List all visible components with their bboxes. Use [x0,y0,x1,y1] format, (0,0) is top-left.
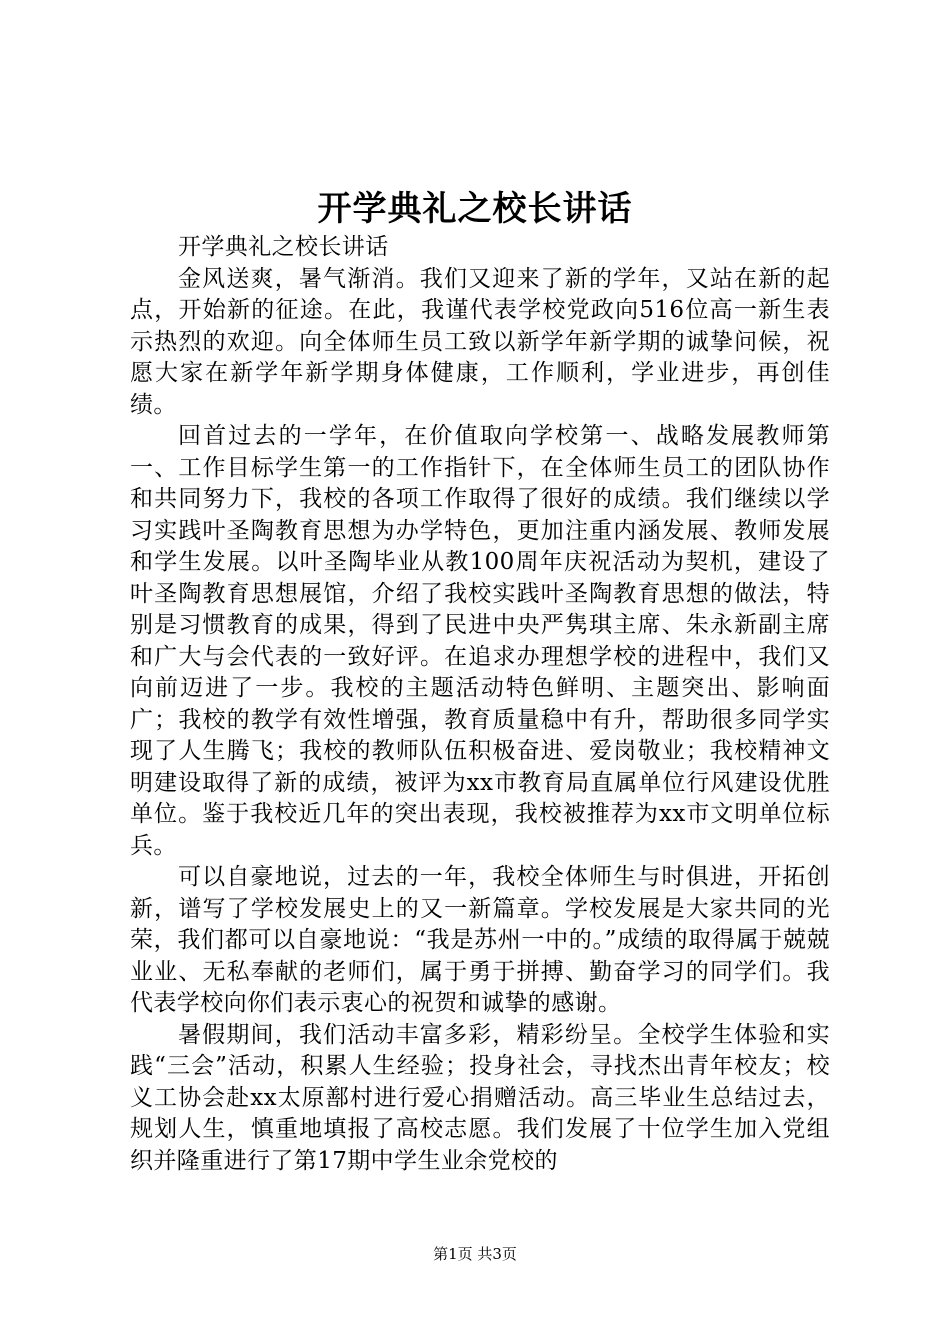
paragraph: 回首过去的一学年，在价值取向学校第一、战略发展教师第一、工作目标学生第一的工作指针下，在全体师生员工的团队协作和共同努力下，我校的各项工作取得了很好的成绩。我们继续以学习实践叶圣陶教育思想为办学特色，更加注重内涵发展、教师发展和学生发展。以叶圣陶毕业从教100周年庆祝活动为契机，建设了叶圣陶教育思想展馆，介绍了我校实践叶圣陶教育思想的做法，特别是习惯教育的成果，得到了民进中央严隽琪主席、朱永新副主席和广大与会代表的一致好评。在追求办理想学校的进程中，我们又向前迈进了一步。我校的主题活动特色鲜明、主题突出、影响面广；我校的教学有效性增强，教育质量稳中有升，帮助很多同学实现了人生腾飞；我校的教师队伍积极奋进、爱岗敬业；我校精神文明建设取得了新的成绩，被评为xx市教育局直属单位行风建设优胜单位。鉴于我校近几年的突出表现，我校被推荐为xx市文明单位标兵。 [130,423,830,859]
document-title: 开学典礼之校长讲话 [317,189,633,229]
paragraph: 可以自豪地说，过去的一年，我校全体师生与时俱进，开拓创新，谱写了学校发展史上的又一新篇章。学校发展是大家共同的光荣，我们都可以自豪地说：“我是苏州一中的。”成绩的取得属于兢兢业业、无私奉献的老师们，属于勇于拼搏、勤奋学习的同学们。我代表学校向你们表示衷心的祝贺和诚挚的感谢。 [130,864,830,1016]
page-number-footer: 第1页 共3页 [433,1245,517,1263]
paragraph-subtitle: 开学典礼之校长讲话 [178,234,389,260]
document-body [130,232,830,1177]
paragraph: 金风送爽，暑气渐消。我们又迎来了新的学年，又站在新的起点，开始新的征途。在此，我谨代表学校党政向516位高一新生表示热烈的欢迎。向全体师生员工致以新学年新学期的诚挚问候，祝愿大家在新学年新学期身体健康，工作顺利，学业进步，再创佳绩。 [130,265,830,418]
paragraph: 暑假期间，我们活动丰富多彩，精彩纷呈。全校学生体验和实践“三会”活动，积累人生经验；投身社会，寻找杰出青年校友；校义工协会赴xx太原鄯村进行爱心捐赠活动。高三毕业生总结过去，规划人生，慎重地填报了高校志愿。我们发展了十位学生加入党组织并隆重进行了第17期中学生业余党校的 [130,1021,830,1174]
